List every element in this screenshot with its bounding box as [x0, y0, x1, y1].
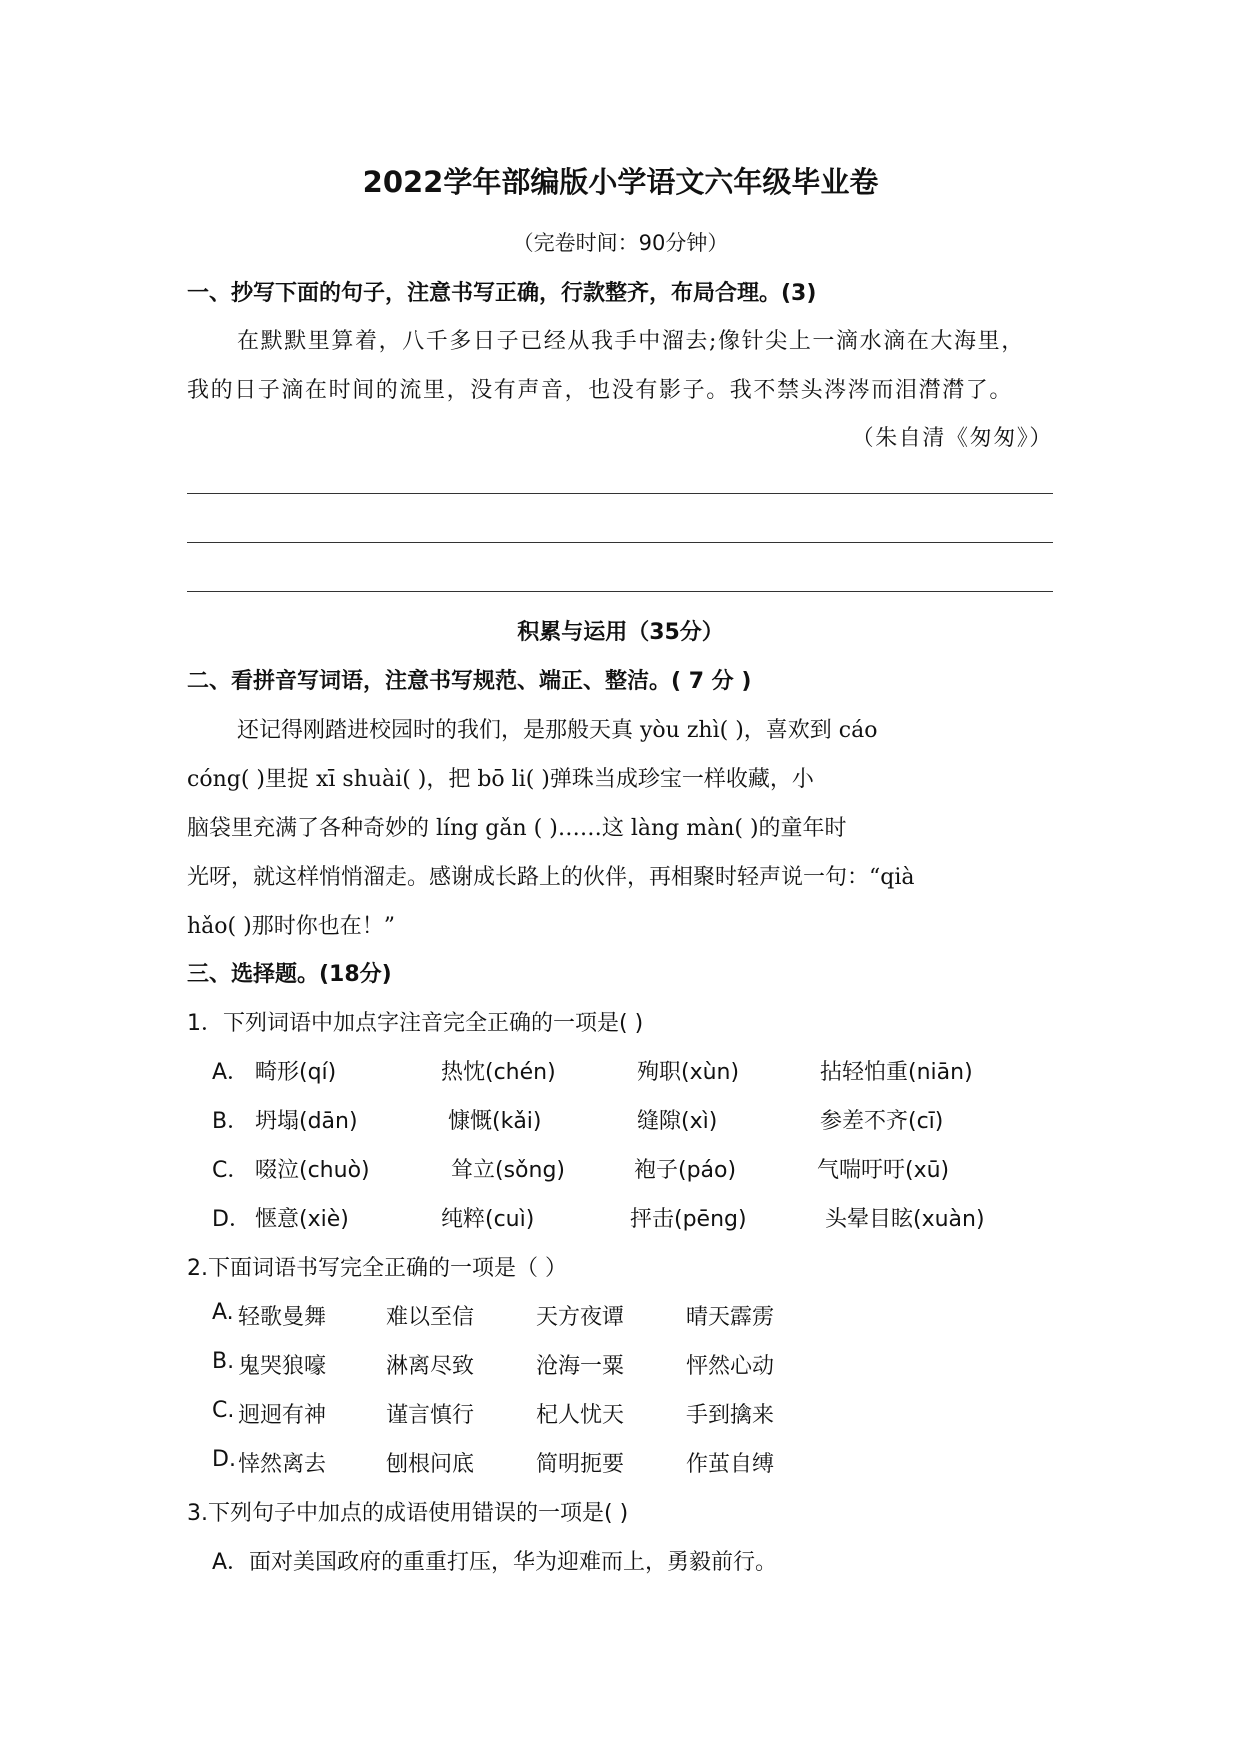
q1-option-c-item-4: 气喘吁吁(xū) — [817, 1158, 950, 1183]
q1-option-a-item-3: 殉职(xùn) — [637, 1060, 740, 1085]
section2-line-5: hǎo( )那时你也在！” — [187, 914, 395, 939]
q2-option-d-item-2: 刨根问底 — [386, 1452, 475, 1477]
q2-option-a-item-4: 晴天霹雳 — [686, 1305, 775, 1330]
q2-option-a-label: A. — [212, 1300, 234, 1325]
q2-option-b-item-1: 鬼哭狼嚎 — [238, 1354, 327, 1379]
q1-option-b-item-1: 坍塌(dān) — [255, 1109, 358, 1134]
q2-option-d-item-4: 作茧自缚 — [686, 1452, 775, 1477]
q1-option-a-item-1: 畸形(qí) — [255, 1060, 337, 1085]
q2-stem: 2.下面词语书写完全正确的一项是（ ） — [187, 1256, 567, 1281]
q1-option-a-label: A． — [212, 1060, 250, 1085]
section2-line-2: cóng( )里捉 xī shuài( )，把 bō li( )弹珠当成珍宝一样收藏，小 — [187, 767, 814, 792]
q3-stem: 3.下列句子中加点的成语使用错误的一项是( ) — [187, 1501, 629, 1526]
exam-duration: （完卷时间：90分钟） — [512, 231, 729, 255]
writing-line-1 — [187, 493, 1053, 494]
q3-option-a: A．面对美国政府的重重打压，华为迎难而上，勇毅前行。 — [212, 1550, 778, 1575]
section2-line-3: 脑袋里充满了各种奇妙的 líng gǎn ( )……这 làng màn( )的童年时 — [187, 816, 847, 841]
section1-heading: 一、抄写下面的句子，注意书写正确，行款整齐，布局合理。(3) — [187, 281, 817, 306]
q2-option-b-item-2: 淋离尽致 — [386, 1354, 475, 1379]
q1-option-b-item-2: 慷慨(kǎi) — [448, 1109, 542, 1134]
writing-line-2 — [187, 542, 1053, 543]
writing-line-3 — [187, 591, 1053, 592]
q2-option-c-item-4: 手到擒来 — [686, 1403, 775, 1428]
q1-option-b-label: B． — [212, 1109, 250, 1134]
q2-option-c-item-1: 迥迥有神 — [238, 1403, 327, 1428]
q2-option-b-item-3: 沧海一粟 — [536, 1354, 625, 1379]
q2-option-c-item-3: 杞人忧天 — [536, 1403, 625, 1428]
q1-option-d-item-2: 纯粹(cuì) — [441, 1207, 535, 1232]
q2-option-b-item-4: 怦然心动 — [686, 1354, 775, 1379]
q1-option-c-item-3: 袍子(páo) — [634, 1158, 737, 1183]
section-accumulation-heading: 积累与运用（35分） — [517, 620, 724, 645]
q2-option-a-item-1: 轻歌曼舞 — [238, 1305, 327, 1330]
q2-option-d-label: D. — [212, 1447, 236, 1472]
q1-option-d-item-3: 抨击(pēng) — [630, 1207, 747, 1232]
q1-option-c-item-2: 耸立(sǒng) — [451, 1158, 565, 1183]
q1-option-a-item-4: 拈轻怕重(niān) — [820, 1060, 973, 1085]
section2-line-4: 光呀，就这样悄悄溜走。感谢成长路上的伙伴，再相聚时轻声说一句：“qià — [187, 865, 915, 890]
q2-option-c-item-2: 谨言慎行 — [386, 1403, 475, 1428]
page-title: 2022学年部编版小学语文六年级毕业卷 — [362, 165, 879, 199]
q1-option-c-label: C． — [212, 1158, 250, 1183]
section1-line-2: 我的日子滴在时间的流里，没有声音，也没有影子。我不禁头涔涔而泪潸潸了。 — [187, 378, 1014, 403]
q1-option-a-item-2: 热忱(chén) — [441, 1060, 556, 1085]
q1-option-d-item-1: 惬意(xiè) — [255, 1207, 349, 1232]
q1-option-d-label: D． — [212, 1207, 251, 1232]
q2-option-b-label: B. — [212, 1349, 235, 1374]
q1-option-d-item-4: 头晕目眩(xuàn) — [825, 1207, 985, 1232]
section1-source: （朱自清《匆匆》） — [851, 426, 1053, 451]
section2-heading: 二、看拼音写词语，注意书写规范、端正、整洁。( 7 分 ) — [187, 669, 752, 694]
q2-option-c-label: C. — [212, 1398, 235, 1423]
section2-line-1: 还记得刚踏进校园时的我们，是那般天真 yòu zhì( )，喜欢到 cáo — [237, 718, 878, 743]
q1-option-c-item-1: 啜泣(chuò) — [255, 1158, 370, 1183]
q1-stem: 1．下列词语中加点字注音完全正确的一项是( ) — [187, 1011, 644, 1036]
q1-option-b-item-3: 缝隙(xì) — [637, 1109, 718, 1134]
section3-heading: 三、选择题。(18分) — [187, 962, 392, 987]
q1-option-b-item-4: 参差不齐(cī) — [820, 1109, 944, 1134]
q2-option-d-item-3: 简明扼要 — [536, 1452, 625, 1477]
q2-option-a-item-3: 天方夜谭 — [536, 1305, 625, 1330]
section1-line-1: 在默默里算着，八千多日子已经从我手中溜去;像针尖上一滴水滴在大海里， — [237, 329, 1025, 354]
q2-option-d-item-1: 悻然离去 — [238, 1452, 327, 1477]
q2-option-a-item-2: 难以至信 — [386, 1305, 475, 1330]
